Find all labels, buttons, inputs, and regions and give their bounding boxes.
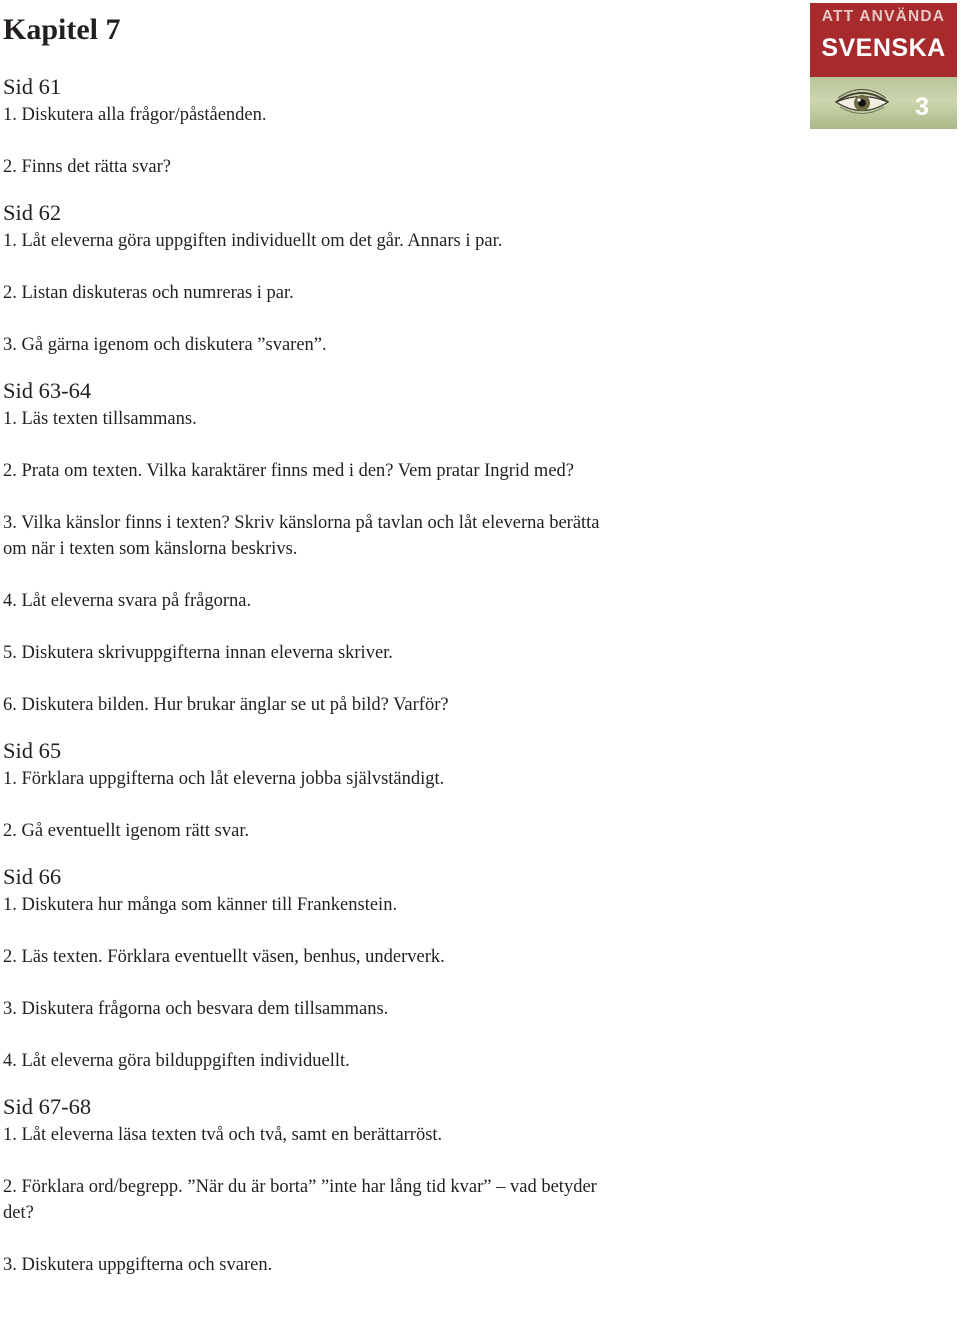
book-logo xyxy=(810,3,957,129)
instruction-item: 1. Förklara uppgifterna och låt eleverna jobba självständigt. xyxy=(3,769,445,789)
instruction-item: 2. Gå eventuellt igenom rätt svar. xyxy=(3,821,250,841)
section xyxy=(3,738,603,844)
instruction-item: 2. Prata om texten. Vilka karaktärer finns med i den? Vem pratar Ingrid med? xyxy=(3,461,574,481)
instruction-item: 1. Låt eleverna läsa texten två och två, samt en berättarröst. xyxy=(3,1125,443,1145)
instruction-item: 1. Diskutera alla frågor/påståenden. xyxy=(3,105,267,125)
instruction-item: 1. Läs texten tillsammans. xyxy=(3,409,197,429)
instruction-item: 2. Läs texten. Förklara eventuellt väsen, benhus, underverk. xyxy=(3,947,445,967)
section-title: Sid 63-64 xyxy=(3,378,92,403)
section xyxy=(3,74,603,180)
logo-picture xyxy=(810,77,957,129)
instruction-item: 3. Diskutera frågorna och besvara dem tillsammans. xyxy=(3,999,389,1019)
instruction-item: 2. Förklara ord/begrepp. ”När du är borta” ”inte har lång tid kvar” – vad betyder det? xyxy=(3,1177,597,1223)
instruction-item: 4. Låt eleverna svara på frågorna. xyxy=(3,591,252,611)
eye-icon xyxy=(832,87,892,121)
instruction-item: 6. Diskutera bilden. Hur brukar änglar se ut på bild? Varför? xyxy=(3,695,449,715)
section xyxy=(3,378,603,718)
section-title: Sid 62 xyxy=(3,200,62,225)
instruction-item: 3. Diskutera uppgifterna och svaren. xyxy=(3,1255,273,1275)
instruction-item: 4. Låt eleverna göra bilduppgiften individuellt. xyxy=(3,1051,350,1071)
instruction-item: 3. Gå gärna igenom och diskutera ”svaren”. xyxy=(3,335,327,355)
section xyxy=(3,864,603,1074)
chapter-title: Kapitel 7 xyxy=(3,13,121,46)
instruction-item: 2. Finns det rätta svar? xyxy=(3,157,171,177)
content xyxy=(3,74,603,1298)
instruction-item: 3. Vilka känslor finns i texten? Skriv känslorna på tavlan och låt eleverna berätta om när i texten som känslorna beskrivs. xyxy=(3,513,600,559)
logo-banner xyxy=(810,3,957,77)
section xyxy=(3,200,603,358)
section xyxy=(3,1094,603,1278)
instruction-item: 2. Listan diskuteras och numreras i par. xyxy=(3,283,294,303)
section-title: Sid 61 xyxy=(3,74,62,99)
instruction-item: 1. Diskutera hur många som känner till Frankenstein. xyxy=(3,895,398,915)
logo-line1: ATT ANVÄNDA xyxy=(821,8,946,25)
section-title: Sid 66 xyxy=(3,864,62,889)
instruction-item: 5. Diskutera skrivuppgifterna innan eleverna skriver. xyxy=(3,643,393,663)
section-title: Sid 65 xyxy=(3,738,62,763)
logo-line2: SVENSKA xyxy=(821,34,946,62)
logo-number: 3 xyxy=(915,93,929,121)
instruction-item: 1. Låt eleverna göra uppgiften individuellt om det går. Annars i par. xyxy=(3,231,503,251)
section-title: Sid 67-68 xyxy=(3,1094,92,1119)
